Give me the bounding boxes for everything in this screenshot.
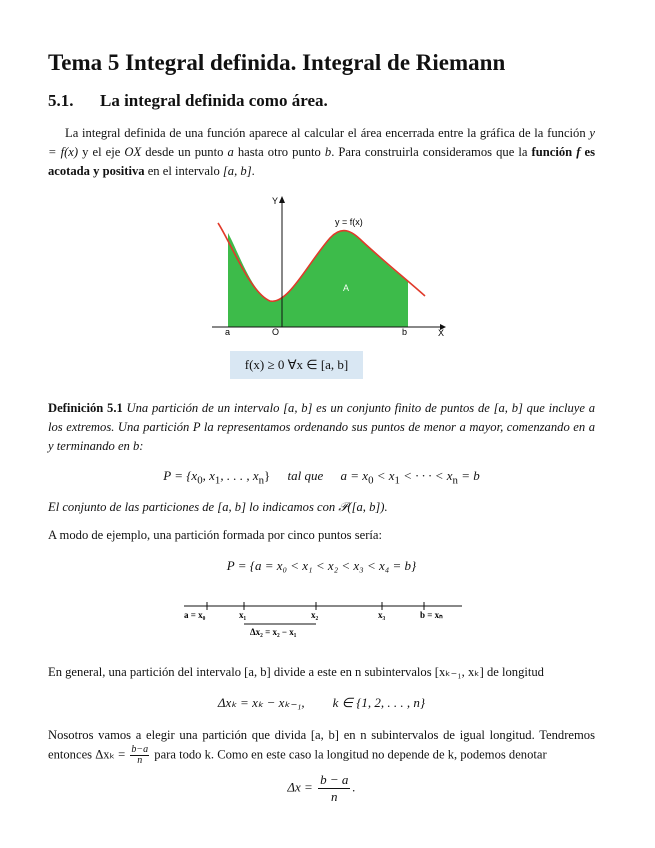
label-x1: x₁	[239, 610, 247, 620]
intro-math-1: y = f(x)	[48, 126, 595, 159]
intro-bold-2: es acotada y positiva	[48, 145, 595, 178]
final-formula-end: .	[352, 779, 356, 795]
formula-p-mid: , x	[202, 468, 215, 483]
intro-math-4: b	[324, 145, 332, 159]
formula-p-right: a = x	[340, 468, 369, 483]
shaded-area	[228, 231, 408, 327]
intro-math-3: a	[227, 145, 234, 159]
delta-formula-right: k ∈ {1, 2, . . . , n}	[332, 695, 426, 710]
definition-text: Una partición de un intervalo [a, b] es un conjunto finito de puntos de [a, b] que incluye a los extremos. Una partición P la representamos ordenando sus puntos de menor a mayor, comenzando en a y terminando en b:	[48, 401, 595, 453]
label-x0: a = x₀	[184, 610, 206, 620]
formula-p-left: P = {x	[163, 468, 198, 483]
inline-fraction	[130, 745, 149, 766]
y-axis-label: Y	[272, 196, 279, 206]
a-label: a	[225, 327, 231, 337]
formula-p-r1: 1	[394, 474, 400, 487]
example-sentence: A modo de ejemplo, una partición formada por cinco puntos sería:	[48, 528, 382, 542]
area-label: A	[343, 283, 350, 293]
delta-label: Δx₂ = x₂ − x₁	[250, 627, 297, 637]
partition-set-sentence: El conjunto de las particiones de [a, b] lo indicamos con 𝒫([a, b]).	[48, 500, 388, 514]
intro-text-5: . Para construirla consideramos que la	[331, 145, 532, 159]
formula-p-rlt: < x	[373, 468, 395, 483]
equal-text-1: Nosotros vamos a elegir una partición que divida [a, b] en n subintervalos de igual longitud. Tendremos entonces Δxₖ =	[48, 728, 595, 762]
definition-paragraph	[48, 399, 595, 456]
intro-bold-1: función	[531, 145, 577, 159]
area-under-curve-figure	[190, 193, 460, 343]
definition-label: Definición 5.1	[48, 401, 123, 415]
intro-text-3: desde un punto	[141, 145, 228, 159]
intro-text-1: La integral definida de una función aparece al calcular el área encerrada entre la gráfica de la función	[65, 126, 590, 140]
page-title: Tema 5 Integral definida. Integral de Riemann	[48, 50, 506, 75]
label-x3: x₃	[378, 610, 386, 620]
final-formula-left: Δx =	[287, 779, 317, 795]
intro-math-2: OX	[124, 145, 142, 159]
section-heading	[48, 91, 328, 111]
delta-formula-left: Δxₖ = xₖ − xₖ₋₁,	[217, 695, 305, 710]
final-fraction	[318, 772, 350, 805]
y-axis-arrow	[279, 196, 285, 203]
label-x4: b = xₙ	[420, 610, 443, 620]
formula-p-sub0: 0	[197, 474, 203, 487]
equal-length-paragraph	[48, 726, 595, 766]
inline-fraction-den: n	[137, 755, 143, 766]
inline-fraction-num: b−a	[131, 744, 149, 755]
final-fraction-den: n	[330, 789, 338, 804]
intro-text-4: hasta otro punto	[233, 145, 325, 159]
formula-p-rend: = b	[457, 468, 480, 483]
intro-text-7: .	[251, 164, 255, 178]
formula-p-r0: 0	[368, 474, 374, 487]
final-fraction-num: b − a	[320, 772, 349, 787]
formula-p-close: }	[264, 468, 271, 483]
section-title: La integral definida como área.	[100, 91, 328, 110]
intro-math-5: [a, b]	[222, 164, 252, 178]
figure-caption: f(x) ≥ 0 ∀x ∈ [a, b]	[230, 351, 363, 379]
section-number: 5.1.	[48, 91, 74, 110]
general-sentence: En general, una partición del intervalo [a, b] divide a este en n subintervalos [xₖ₋₁, xₖ] de longitud	[48, 665, 544, 679]
origin-label: O	[272, 327, 280, 337]
intro-text-6: en el intervalo	[144, 164, 223, 178]
formula-p-sub1: 1	[214, 474, 221, 487]
label-x2: x₂	[311, 610, 319, 620]
intro-paragraph	[48, 124, 595, 181]
formula-p-talque: tal que	[287, 468, 324, 483]
formula-p-rn: n	[452, 474, 458, 487]
b-label: b	[402, 327, 408, 337]
intro-text-2: y el eje	[78, 145, 125, 159]
formula-p-rdots: < · · · < x	[399, 468, 453, 483]
formula-p-dots: , . . . , x	[220, 468, 259, 483]
equal-text-2: para todo k. Como en este caso la longitud no depende de k, podemos denotar	[151, 747, 547, 762]
final-formula	[48, 772, 595, 805]
intro-bold-math: f	[576, 145, 581, 159]
curve-label: y = f(x)	[335, 217, 363, 227]
partition-formula	[48, 468, 595, 487]
x-axis-label: X	[438, 328, 445, 338]
delta-formula	[48, 695, 595, 711]
formula-p-subn: n	[258, 474, 265, 487]
example-formula: P = {a = x₀ < x₁ < x₂ < x₃ < x₄ = b}	[226, 558, 417, 573]
partition-diagram	[182, 598, 464, 640]
